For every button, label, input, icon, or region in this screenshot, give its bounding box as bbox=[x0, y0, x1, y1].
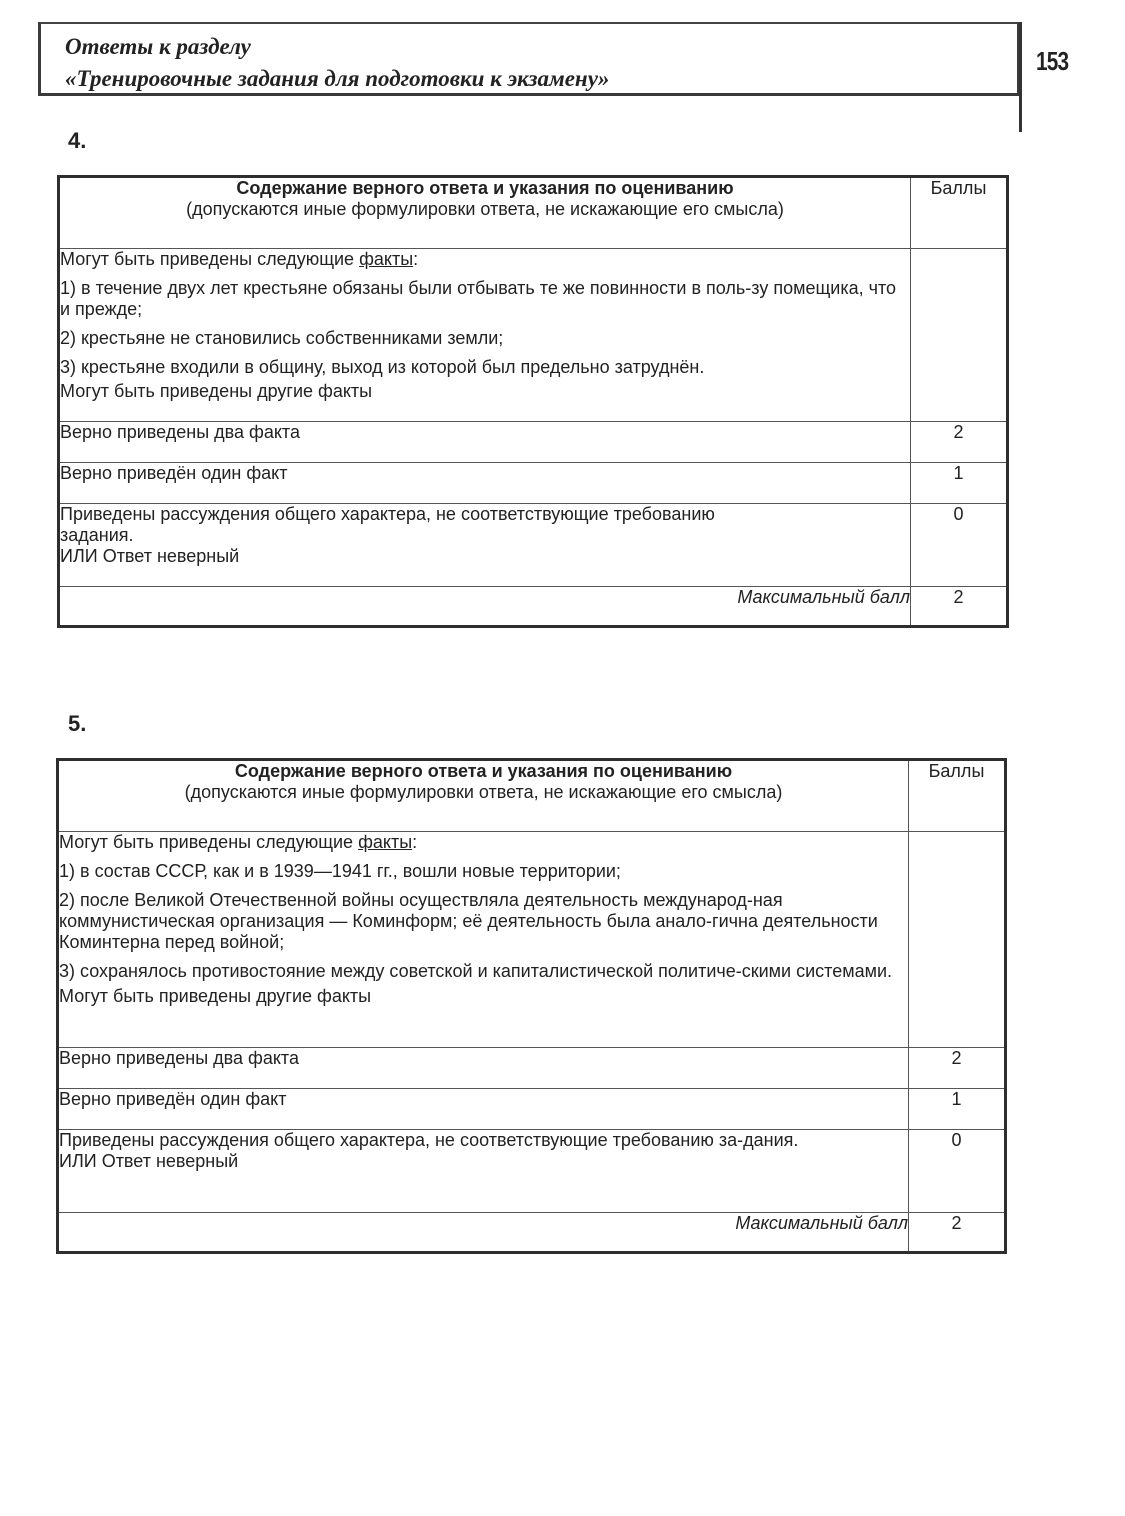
task-number: 4. bbox=[68, 128, 87, 153]
facts-underlined-word: факты bbox=[359, 249, 414, 269]
criteria-text-block bbox=[59, 504, 911, 587]
section-header bbox=[38, 22, 1020, 96]
grading-table bbox=[56, 758, 1007, 1254]
criteria-text: Верно приведён один факт bbox=[58, 1089, 909, 1130]
criteria-row bbox=[58, 1089, 1006, 1130]
column-header-points: Баллы bbox=[909, 760, 1006, 832]
max-score-label: Максимальный балл bbox=[59, 587, 911, 627]
max-score-label: Максимальный балл bbox=[58, 1213, 909, 1253]
answer-content-row bbox=[59, 249, 1008, 422]
column-header-points: Баллы bbox=[911, 177, 1008, 249]
max-score-value: 2 bbox=[909, 1213, 1006, 1253]
criteria-text-block bbox=[58, 1130, 909, 1213]
criteria-points: 1 bbox=[909, 1089, 1006, 1130]
fact-item: 2) крестьяне не становились собственниками земли; bbox=[60, 328, 504, 348]
answer-content-row bbox=[58, 832, 1006, 1048]
criteria-row bbox=[58, 1048, 1006, 1089]
max-score-row bbox=[59, 587, 1008, 627]
task-number: 5. bbox=[68, 711, 87, 736]
max-score-row bbox=[58, 1213, 1006, 1253]
other-facts-note: Могут быть приведены другие факты bbox=[60, 381, 373, 401]
criteria-text: Верно приведены два факта bbox=[58, 1048, 909, 1089]
criteria-text-alt: ИЛИ Ответ неверный bbox=[60, 546, 240, 566]
header-side-rule bbox=[1019, 22, 1022, 132]
criteria-text-alt: ИЛИ Ответ неверный bbox=[59, 1151, 239, 1171]
column-header-content bbox=[59, 177, 911, 249]
criteria-points: 0 bbox=[911, 504, 1008, 587]
answer-points-empty bbox=[909, 832, 1006, 1048]
criteria-row bbox=[58, 1130, 1006, 1213]
fact-item: 3) крестьяне входили в общину, выход из которой был предельно затруднён. bbox=[60, 357, 705, 377]
answer-points-empty bbox=[911, 249, 1008, 422]
criteria-text: Приведены рассуждения общего характера, не соответствующие требованию за-дания. bbox=[59, 1130, 799, 1150]
page-number: 153 bbox=[1036, 46, 1069, 76]
other-facts-note: Могут быть приведены другие факты bbox=[59, 986, 372, 1006]
facts-intro-text: Могут быть приведены следующие bbox=[59, 832, 359, 852]
column-header-note: (допускаются иные формулировки ответа, не искажающие его смысла) bbox=[186, 199, 784, 219]
facts-intro-colon: : bbox=[413, 249, 419, 269]
answer-content bbox=[58, 832, 909, 1048]
facts-intro-text: Могут быть приведены следующие bbox=[60, 249, 360, 269]
criteria-text: Верно приведён один факт bbox=[59, 463, 911, 504]
criteria-row bbox=[59, 504, 1008, 587]
criteria-points: 1 bbox=[911, 463, 1008, 504]
max-score-value: 2 bbox=[911, 587, 1008, 627]
grading-table bbox=[57, 175, 1009, 628]
facts-underlined-word: факты bbox=[358, 832, 413, 852]
facts-intro-colon: : bbox=[412, 832, 418, 852]
criteria-text: Верно приведены два факта bbox=[59, 422, 911, 463]
criteria-row bbox=[59, 463, 1008, 504]
column-header-content bbox=[58, 760, 909, 832]
table-header-row bbox=[59, 177, 1008, 249]
answer-content bbox=[59, 249, 911, 422]
facts-intro bbox=[59, 832, 908, 853]
section-title-line2: «Тренировочные задания для подготовки к экзамену» bbox=[65, 66, 610, 91]
fact-item: 3) сохранялось противостояние между советской и капиталистической политиче-скими системами. bbox=[59, 961, 893, 981]
criteria-points: 0 bbox=[909, 1130, 1006, 1213]
column-header-title: Содержание верного ответа и указания по оцениванию bbox=[234, 761, 733, 781]
fact-item: 1) в течение двух лет крестьяне обязаны были отбывать те же повинности в поль-зу помещика, что и прежде; bbox=[60, 278, 897, 319]
column-header-title: Содержание верного ответа и указания по оцениванию bbox=[236, 178, 734, 198]
fact-item: 2) после Великой Отечественной войны осуществляла деятельность международ-ная коммунистическая организация — Коминформ; её деятельность была анало-гична деятельности Коминтерна перед войной; bbox=[59, 890, 878, 952]
criteria-text: Приведены рассуждения общего характера, не соответствующие требованию задания. bbox=[60, 504, 715, 545]
table-header-row bbox=[58, 760, 1006, 832]
criteria-points: 2 bbox=[911, 422, 1008, 463]
section-title-line1: Ответы к разделу bbox=[65, 34, 251, 59]
criteria-points: 2 bbox=[909, 1048, 1006, 1089]
facts-intro bbox=[60, 249, 910, 270]
column-header-note: (допускаются иные формулировки ответа, не искажающие его смысла) bbox=[184, 782, 783, 802]
criteria-row bbox=[59, 422, 1008, 463]
fact-item: 1) в состав СССР, как и в 1939—1941 гг., вошли новые территории; bbox=[59, 861, 621, 881]
